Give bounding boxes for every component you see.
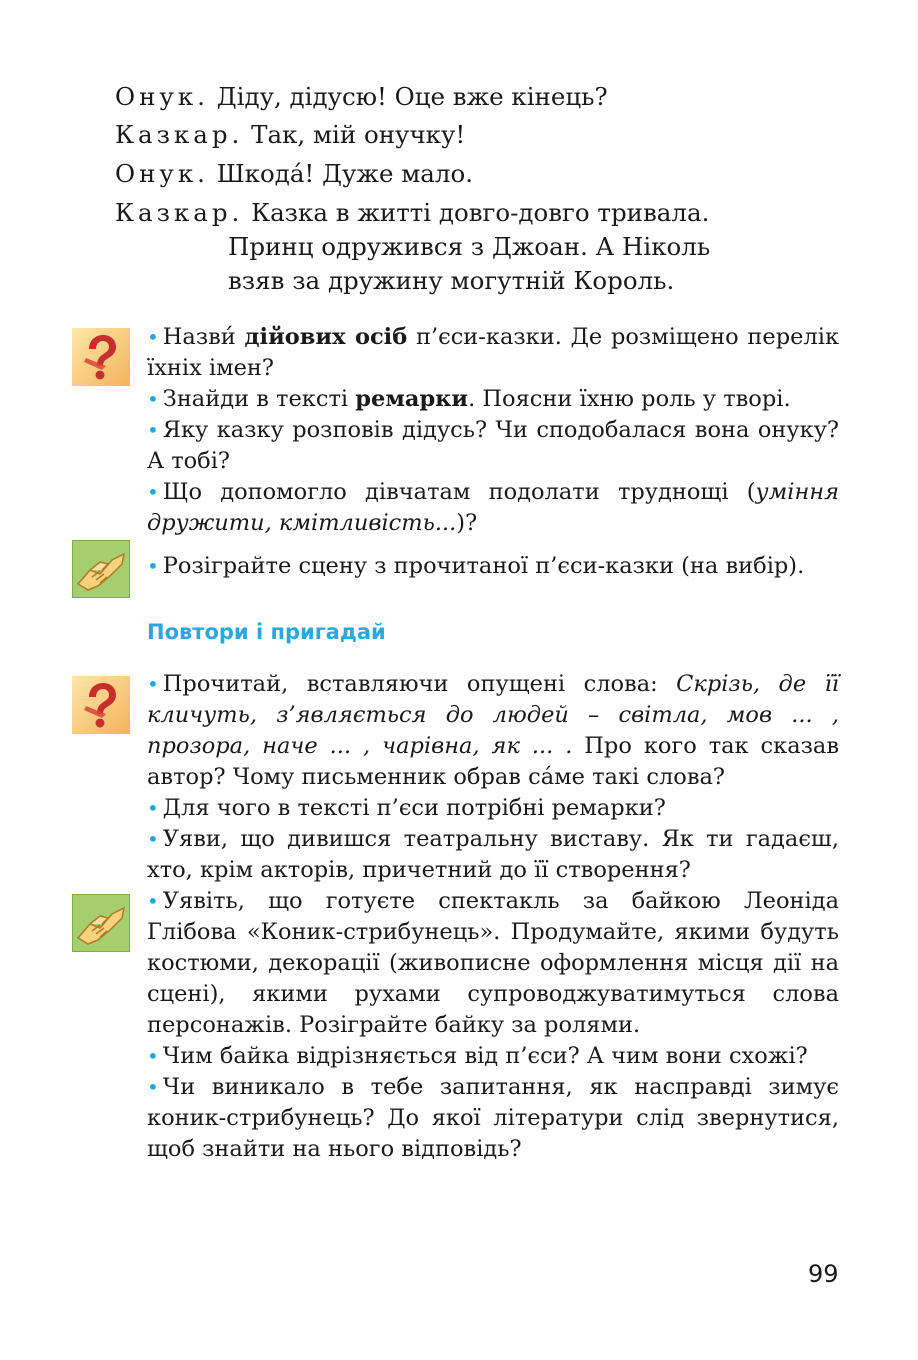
italic-text: Скрізь, де її кличуть, з’являється до людей – світла, мов ... , прозора, наче ... , чарівна, як ... . [147,671,839,759]
task-item [147,886,839,1041]
speaker-name: Казкар. [115,198,244,227]
task-item [147,551,839,582]
tasks-block-1 [147,551,839,582]
bullet: • [147,672,159,696]
handshake-icon [72,894,130,952]
bullet: • [147,889,159,913]
bullet: • [147,325,159,349]
italic-text: уміння дружити, кмітливість... [147,479,839,536]
bullet: • [147,554,159,578]
task-text: Чи виникало в тебе запитання, як насправді зимує коник-стрибунець? До якої літератури слід звернутися, щоб знайти на нього відповідь? [147,1074,839,1162]
dialogue-continuation: взяв за дружину могутній Король. [228,266,675,295]
question-item [147,322,839,384]
question-item [147,477,839,539]
tasks-block-2 [147,886,839,1165]
bullet: • [147,1044,159,1068]
task-item [147,1072,839,1165]
bold-term: дійових осіб [244,324,408,350]
dialogue-line [115,78,608,116]
task-text: Чим байка відрізняється від п’єси? А чим вони схожі? [162,1043,808,1069]
question-text: Знайди в тексті [162,386,356,412]
question-text: Назви́ [162,324,245,350]
question-mark-icon [72,328,130,386]
question-item [147,824,839,886]
question-item [147,415,839,477]
bullet: • [147,796,159,820]
speaker-name: Онук. [115,82,209,111]
section-heading: Повтори і пригадай [147,620,386,644]
dialogue-line [115,116,465,154]
question-text: Яку казку розповів дідусь? Чи сподобалася вона онуку? А тобі? [147,417,839,474]
question-text: Що допомогло дівчатам подолати труднощі ( [162,479,756,505]
bullet: • [147,418,159,442]
question-item [147,384,839,415]
question-text: Прочитай, вставляючи опущені слова: [162,671,677,697]
questions-block-2 [147,669,839,886]
question-item [147,793,839,824]
question-item [147,669,839,793]
page-number: 99 [808,1260,839,1288]
task-text: Розіграйте сцену з прочитаної п’єси-казки (на вибір). [162,553,805,579]
dialogue-line [115,194,709,232]
question-text: Уяви, що дивишся театральну виставу. Як ти гадаєш, хто, крім акторів, причетний до її створення? [147,826,839,883]
dialogue-text: Шкода́! Дуже мало. [208,159,473,188]
handshake-icon [72,540,130,598]
question-text: п’єси-казки. Де розміщено перелік їхніх імен? [147,324,840,381]
dialogue-continuation: Принц одружився з Джоан. А Ніколь [228,232,711,261]
bullet: • [147,387,159,411]
task-text: Уявіть, що готуєте спектакль за байкою Леоніда Глібова «Коник-стрибунець». Продумайте, якими будуть костюми, декорації (живописне оформлення місця дії на сцені), якими рухами супроводжуватимуться слова персонажів. Розіграйте байку за ролями. [147,888,839,1038]
question-text: Для чого в тексті п’єси потрібні ремарки? [162,795,666,821]
question-text: . Поясни їхню роль у творі. [468,386,791,412]
bold-term: ремарки [355,386,469,412]
dialogue-line [115,155,473,193]
bullet: • [147,1075,159,1099]
question-text: Про кого так сказав автор? Чому письменник обрав са́ме такі слова? [147,733,839,790]
speaker-name: Онук. [115,159,209,188]
dialogue-text: Діду, дідусю! Оце вже кінець? [208,82,608,111]
dialogue-text: Так, мій онучку! [243,120,466,149]
question-text: )? [456,510,478,536]
question-mark-icon [72,676,130,734]
questions-block-1 [147,322,839,539]
task-item [147,1041,839,1072]
speaker-name: Казкар. [115,120,244,149]
bullet: • [147,480,159,504]
dialogue-text: Казка в житті довго-довго тривала. [243,198,710,227]
bullet: • [147,827,159,851]
